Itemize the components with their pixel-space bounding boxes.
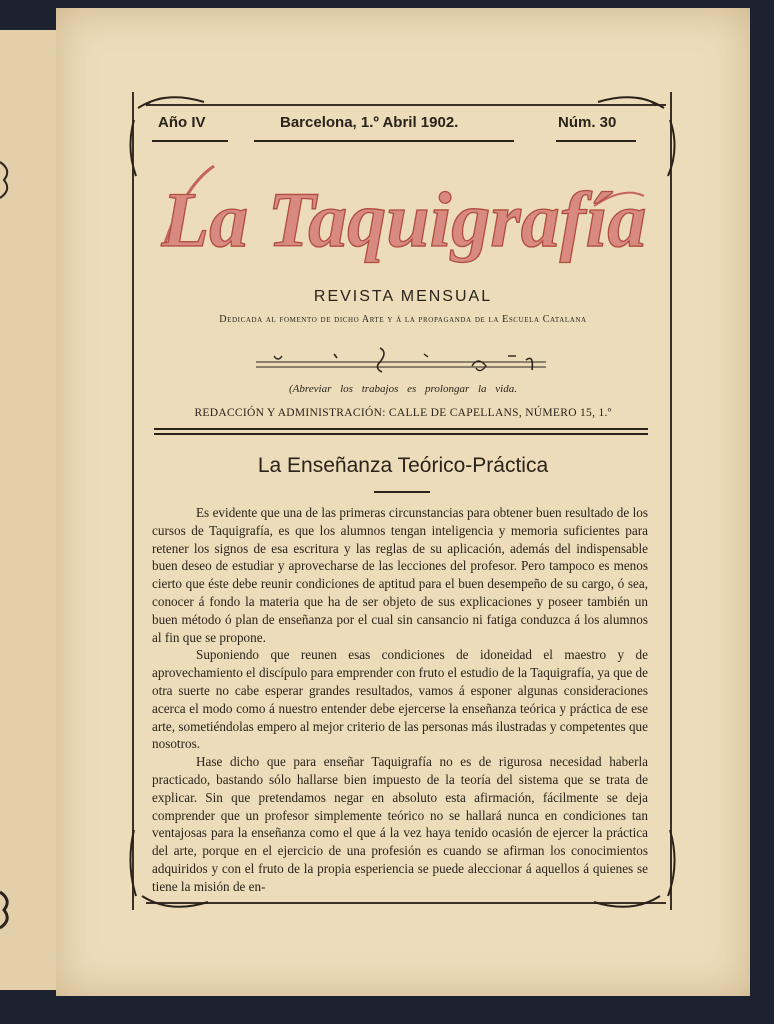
header-rule [254, 140, 514, 142]
masthead-title [154, 146, 654, 286]
header-rule [152, 140, 228, 142]
corner-flourish-icon [136, 88, 206, 112]
masthead-title-text: La Taquigrafía [161, 176, 647, 263]
masthead-rule [154, 433, 648, 435]
masthead-address: REDACCIÓN Y ADMINISTRACIÓN: CALLE DE CAPELLANS, NÚMERO 15, 1.º [194, 407, 612, 419]
masthead-subtitle: REVISTA MENSUAL [313, 288, 493, 305]
masthead-motto: (Abreviar los trabajos es prolongar la vida. [289, 383, 517, 395]
border-top-rule [146, 104, 666, 106]
side-flourish-icon [664, 118, 680, 178]
article-paragraph: Hase dicho que para enseñar Taquigrafía no es de rigurosa necesidad haberla practicado, bastando sólo hallarse bien impuesto de la teoría del sistema que se trata de explicar. Sin que pretendamos negar en absoluto esta afirmación, fácilmente se deja comprender que un profesor simplemente teórico no se hallará nunca en condiciones tan ventajosas para la enseñanza como el que á la vez haya tenido ocasión de ejercer la práctica del arte, porque en el ejercicio de una profesión es cuando se afirman los conocimientos adquiridos y con el fruto de la propia esperiencia se puede aleccionar á aquellos á quienes se tiene la misión de en- [152, 754, 648, 894]
left-page-edge [0, 30, 58, 990]
article-title: La Enseñanza Teórico-Práctica [257, 454, 549, 477]
corner-flourish-icon [596, 88, 666, 112]
masthead-rule [154, 428, 648, 430]
side-flourish-icon [664, 828, 680, 898]
issue-year: Año IV [158, 114, 206, 131]
side-flourish-icon [126, 828, 142, 898]
side-flourish-icon [126, 118, 142, 178]
article-body [152, 504, 648, 896]
issue-number: Núm. 30 [558, 114, 617, 131]
masthead-dedication: Dedicada al fomento de dicho Arte y á la propaganda de la Escuela Catalana [219, 314, 587, 325]
issue-place-date: Barcelona, 1.º Abril 1902. [280, 114, 459, 131]
shorthand-motto-icon [256, 344, 546, 380]
corner-flourish-icon [592, 892, 662, 916]
corner-flourish-icon [140, 892, 210, 916]
title-rule [374, 491, 430, 493]
header-rule [556, 140, 636, 142]
page [56, 8, 750, 996]
article-paragraph: Es evidente que una de las primeras circunstancias para obtener buen resultado de los cursos de Taquigrafía, es que los alumnos tengan inteligencia y memoria suficientes para retener los signos de esa escritura y las reglas de su aplicación, además del indispensable buen deseo de estudiar y aprovecharse de las lecciones del profesor. Pero tampoco es menos cierto que éste debe reunir condiciones de aptitud para el buen desempeño de su cargo, ó sea, conocer á fondo la materia que ha de ser objeto de sus explicaciones y poseer también un buen método ó plan de enseñanza por el cual sin cansancio ni fatiga conduzca á los alumnos al fin que se propone. [152, 505, 648, 645]
border-bottom-rule [146, 902, 666, 904]
ornament-icon [0, 890, 14, 930]
article-paragraph: Suponiendo que reunen esas condiciones de idoneidad el maestro y de aprovechamiento el discípulo para emprender con fruto el estudio de la Taquigrafía, ya que de otra suerte no cabe esperar grandes resultados, vamos á esponer algunas consideraciones acerca el modo como á nuestro entender debe ejercerse la enseñanza teórica y práctica de ese arte, sometiéndolas empero al mejor criterio de las personas más ilustradas y competentes que nosotros. [152, 647, 648, 752]
ornament-icon [0, 160, 14, 200]
